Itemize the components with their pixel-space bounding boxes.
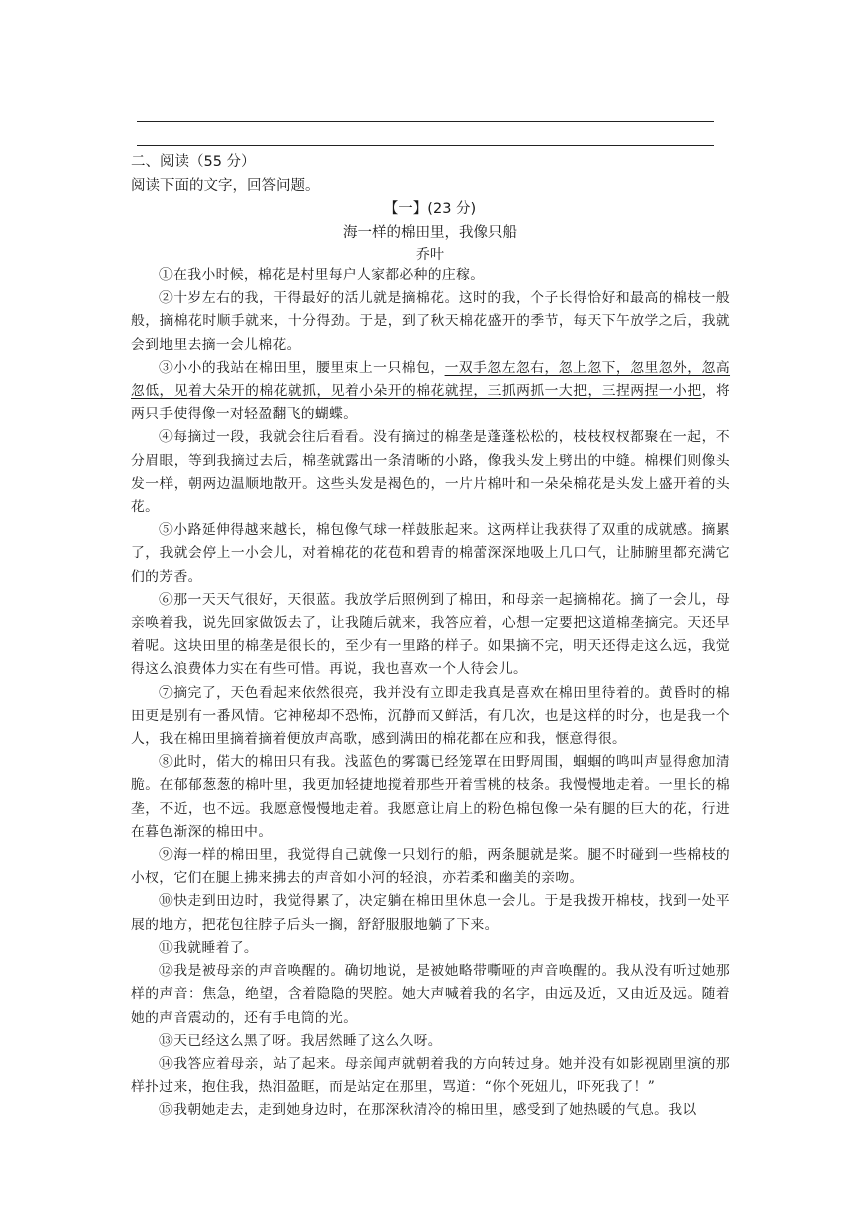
paragraph-4: ④每摘过一段，我就会往后看看。没有摘过的棉垄是蓬蓬松松的，枝枝杈杈都聚在一起，不分眉眼，等到我摘过去后，棉垄就露出一条清晰的小路，像我头发上劈出的中缝。棉棵们则像头发一样，朝两边温顺地散开。这些头发是褐色的，一片片棉叶和一朵朵棉花是头发上盛开着的头花。 <box>131 429 730 516</box>
paragraph-1: ①在我小时候，棉花是村里每户人家都必种的庄稼。 <box>159 267 485 283</box>
paragraph-6: ⑥那一天天气很好，天很蓝。我放学后照例到了棉田，和母亲一起摘棉花。摘了一会儿，母亲唤着我，说先回家做饭去了，让我随后就来，我答应着，心想一定要把这道棉垄摘完。天还早着呢。这块田里的棉垄是很长的，至少有一里路的样子。如果摘不完，明天还得走这么远，我觉得这么浪费体力实在有些可惜。再说，我也喜欢一个人待会儿。 <box>131 591 730 678</box>
part-title: 【一】(23 分) <box>383 201 477 217</box>
paragraph-8: ⑧此时，偌大的棉田只有我。浅蓝色的雾霭已经笼罩在田野周围，蝈蝈的鸣叫声显得愈加清脆。在郁郁葱葱的棉叶里，我更加轻捷地搅着那些开着雪桃的枝条。我慢慢地走着。一里长的棉垄，不近，也不远。我愿意慢慢地走着。我愿意让肩上的粉色棉包像一朵有腿的巨大的花，行进在暮色渐深的棉田中。 <box>131 754 730 840</box>
paragraph-5: ⑤小路延伸得越来越长，棉包像气球一样鼓胀起来。这两样让我获得了双重的成就感。摘累了，我就会停上一小会儿，对着棉花的花苞和碧青的棉蕾深深地吸上几口气，让肺腑里都充满它们的芳香。 <box>131 522 730 585</box>
paragraph-7: ⑦摘完了，天色看起来依然很亮，我并没有立即走我真是喜欢在棉田里待着的。黄昏时的棉田更是别有一番风情。它神秘却不恐怖，沉静而又鲜活，有几次，也是这样的时分，也是我一个人，我在棉田里摘着摘着便放声高歌，感到满田的棉花都在应和我，惬意得很。 <box>131 684 730 748</box>
story-author: 乔叶 <box>416 247 444 263</box>
paragraph-15: ⑮我朝她走去，走到她身边时，在那深秋清冷的棉田里，感受到了她热暖的气息。我以 <box>159 1102 697 1119</box>
story-title: 海一样的棉田里，我像只船 <box>343 225 517 241</box>
paragraph-3-tail: ，将两只手使得像一对轻盈翻飞的蝴蝶。 <box>131 383 731 423</box>
answer-line-1 <box>137 121 714 122</box>
paragraph-11: ⑪我就睡着了。 <box>159 939 259 956</box>
underlined-sentence: 一双手忽左忽右，忽上忽下，忽里忽外，忽高忽低，见着大朵开的棉花就抓，见着小朵开的棉花就捏，三抓两抓一大把，三捏两捏一小把 <box>131 359 731 400</box>
paragraph-3-lead: ③小小的我站在棉田里，腰里束上一只棉包， <box>159 359 445 376</box>
paragraph-10: ⑩快走到田边时，我觉得累了，决定躺在棉田里休息一会儿。于是我拨开棉枝，找到一处平展的地方，把花包往脖子后头一搁，舒舒服服地躺了下来。 <box>131 893 730 933</box>
paragraph-9: ⑨海一样的棉田里，我觉得自己就像一只划行的船，两条腿就是桨。腿不时碰到一些棉枝的小杈，它们在腿上拂来拂去的声音如小河的轻浪，亦若柔和幽美的亲吻。 <box>131 847 730 887</box>
story-body <box>131 264 730 1123</box>
paragraph-3 <box>131 357 730 427</box>
paragraph-12: ⑫我是被母亲的声音唤醒的。确切地说，是被她略带嘶哑的声音唤醒的。我从没有听过她那样的声音：焦急，绝望，含着隐隐的哭腔。她大声喊着我的名字，由远及近，又由近及远。随着她的声音震动的，还有手电筒的光。 <box>131 963 730 1026</box>
paragraph-2: ②十岁左右的我，干得最好的活儿就是摘棉花。这时的我，个子长得恰好和最高的棉枝一般般，摘棉花时顺手就来，十分得劲。于是，到了秋天棉花盛开的季节，每天下午放学之后，我就会到地里去摘一会儿棉花。 <box>131 290 730 353</box>
paragraph-13: ⑬天已经这么黑了呀。我居然睡了这么久呀。 <box>159 1032 442 1049</box>
paragraph-14: ⑭我答应着母亲，站了起来。母亲闻声就朝着我的方向转过身。她并没有如影视剧里演的那样扑过来，抱住我，热泪盈眶，而是站定在那里，骂道：“你个死妞儿，吓死我了！” <box>131 1055 730 1096</box>
reading-instruction: 阅读下面的文字，回答问题。 <box>131 178 320 194</box>
section-title: 二、阅读（55 分） <box>131 154 256 170</box>
answer-line-2 <box>137 145 714 146</box>
